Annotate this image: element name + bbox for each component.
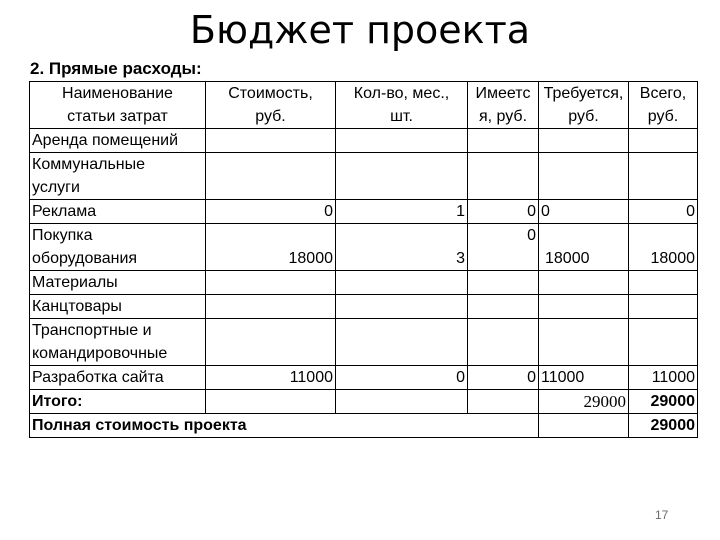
row-name: Покупка оборудования <box>30 224 206 271</box>
table-row <box>30 319 698 366</box>
table-row <box>30 129 698 153</box>
cell-total: 18000 <box>629 224 698 271</box>
full-cost-total: 29000 <box>629 414 698 438</box>
cell-need: 18000 <box>539 224 629 271</box>
cell-cost: 0 <box>206 200 336 224</box>
row-name: Аренда помещений <box>30 129 206 153</box>
header-name: Наименование статьи затрат <box>30 82 206 129</box>
cell-have: 0 <box>468 200 539 224</box>
table-row <box>30 366 698 390</box>
row-name: Транспортные и командировочные <box>30 319 206 366</box>
subtotal-total: 29000 <box>629 390 698 414</box>
table-row <box>30 295 698 319</box>
full-cost-label: Полная стоимость проекта <box>30 414 539 438</box>
subtotal-need: 29000 <box>539 390 629 414</box>
row-name: Коммунальные услуги <box>30 153 206 200</box>
subtotal-row <box>30 390 698 414</box>
header-qty: Кол-во, мес., шт. <box>336 82 468 129</box>
cell-have: 0 <box>468 366 539 390</box>
cell-need: 0 <box>539 200 629 224</box>
slide-number: 17 <box>655 508 669 522</box>
table-row <box>30 153 698 200</box>
table-row <box>30 224 698 271</box>
page-title: Бюджет проекта <box>189 8 531 52</box>
header-have: Имеетс я, руб. <box>468 82 539 129</box>
header-need: Требуется, руб. <box>539 82 629 129</box>
row-name: Реклама <box>30 200 206 224</box>
cell-total: 0 <box>629 200 698 224</box>
row-name: Разработка сайта <box>30 366 206 390</box>
budget-table <box>29 81 698 438</box>
cell-qty: 0 <box>336 366 468 390</box>
full-cost-row <box>30 414 698 438</box>
row-name: Материалы <box>30 271 206 295</box>
row-name: Канцтовары <box>30 295 206 319</box>
header-row <box>30 82 698 129</box>
header-total: Всего, руб. <box>629 82 698 129</box>
table-row <box>30 200 698 224</box>
cell-cost: 18000 <box>206 224 336 271</box>
cell-have: 0 <box>468 224 539 271</box>
table-row <box>30 271 698 295</box>
cell-total: 11000 <box>629 366 698 390</box>
cell-cost: 11000 <box>206 366 336 390</box>
cell-qty: 3 <box>336 224 468 271</box>
cell-need: 11000 <box>539 366 629 390</box>
header-cost: Стоимость, руб. <box>206 82 336 129</box>
section-heading: 2. Прямые расходы: <box>30 59 202 78</box>
cell-qty: 1 <box>336 200 468 224</box>
subtotal-label: Итого: <box>30 390 206 414</box>
